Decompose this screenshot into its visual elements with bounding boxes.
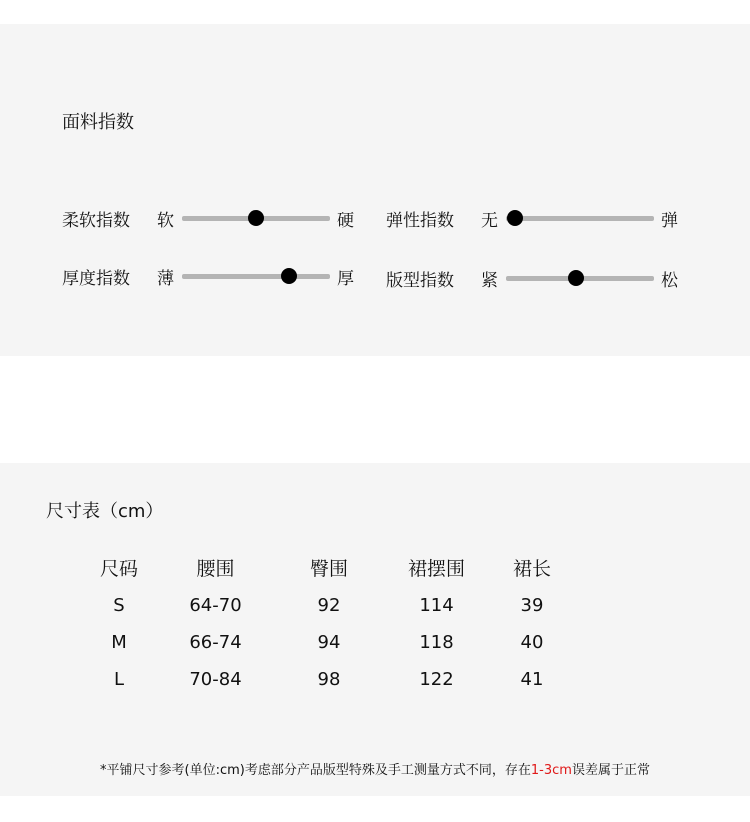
index-low-label: 薄 — [157, 269, 174, 289]
index-slider-knob — [568, 270, 584, 286]
size-chart-title: 尺寸表（cm） — [46, 501, 164, 522]
header-size: 尺码 — [99, 557, 138, 580]
index-slider-knob — [281, 268, 297, 284]
index-slider-knob — [507, 210, 523, 226]
cell-waist: 64-70 — [189, 595, 242, 616]
size-chart-panel — [0, 463, 750, 796]
cell-size: L — [113, 669, 125, 690]
header-waist: 腰围 — [196, 557, 235, 580]
note-highlight: 1-3cm — [530, 763, 572, 778]
thickness-index-row — [62, 264, 362, 288]
cell-size: M — [111, 632, 127, 653]
fit-index-row — [386, 266, 686, 290]
header-length: 裙长 — [512, 557, 551, 580]
cell-hip: 98 — [317, 669, 341, 690]
cell-hem: 118 — [419, 632, 454, 653]
cell-hip: 94 — [317, 632, 341, 653]
cell-length: 40 — [520, 632, 544, 653]
cell-hem: 122 — [419, 669, 454, 690]
measurement-note — [0, 759, 750, 778]
cell-hip: 92 — [317, 595, 341, 616]
index-label: 厚度指数 — [62, 269, 130, 289]
index-slider-track — [182, 274, 330, 279]
index-slider-knob — [248, 210, 264, 226]
header-hem: 裙摆围 — [407, 557, 465, 580]
note-text-end: 误差属于正常 — [571, 763, 650, 778]
index-label: 弹性指数 — [386, 211, 454, 231]
fabric-index-panel — [0, 24, 750, 356]
elasticity-index-row — [386, 206, 686, 230]
cell-length: 39 — [520, 595, 544, 616]
note-text: *平铺尺寸参考(单位:cm)考虑部分产品版型特殊及手工测量方式不同，存在 — [100, 763, 531, 778]
index-low-label: 紧 — [481, 271, 498, 291]
index-high-label: 硬 — [337, 211, 354, 231]
index-label: 版型指数 — [386, 271, 454, 291]
index-low-label: 软 — [157, 211, 174, 231]
size-table — [80, 547, 576, 698]
header-hip: 臀围 — [309, 557, 348, 580]
table-row — [80, 587, 576, 624]
cell-length: 41 — [520, 669, 544, 690]
softness-index-row — [62, 206, 362, 230]
cell-hem: 114 — [419, 595, 454, 616]
index-high-label: 弹 — [661, 211, 678, 231]
cell-waist: 66-74 — [189, 632, 242, 653]
table-row — [80, 661, 576, 698]
fabric-index-title: 面料指数 — [62, 112, 134, 133]
index-high-label: 厚 — [337, 269, 354, 289]
index-slider-track — [506, 216, 654, 221]
cell-size: S — [113, 595, 125, 616]
table-row — [80, 624, 576, 661]
index-label: 柔软指数 — [62, 211, 130, 231]
index-high-label: 松 — [661, 271, 678, 291]
index-low-label: 无 — [481, 211, 498, 231]
size-table-header-row — [80, 547, 576, 587]
cell-waist: 70-84 — [189, 669, 242, 690]
